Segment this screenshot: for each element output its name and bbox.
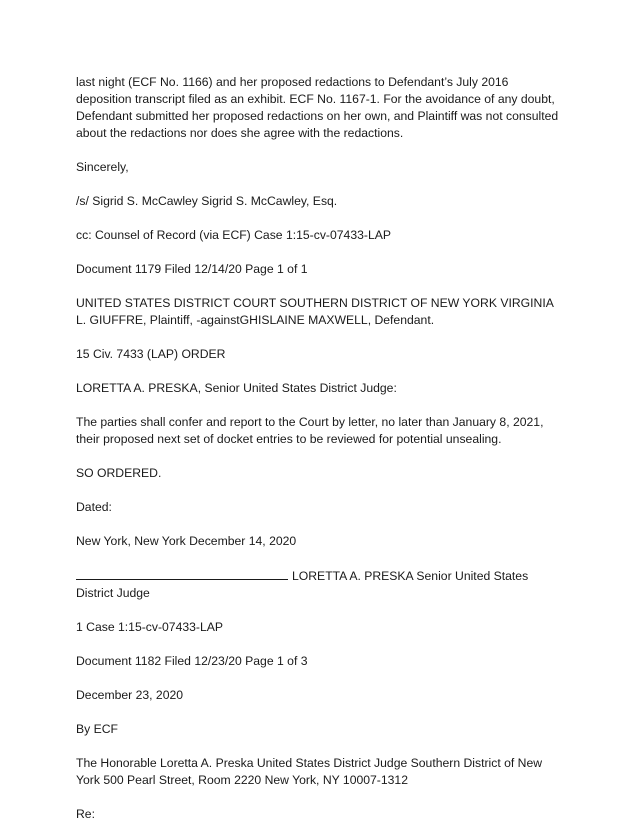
- paragraph-letter-date: December 23, 2020: [76, 688, 184, 702]
- paragraph-dated: Dated:: [76, 500, 112, 514]
- paragraph-case-number: 1 Case 1:15-cv-07433-LAP: [76, 620, 224, 634]
- paragraph-re: Re:: [76, 807, 95, 821]
- paragraph-document-1182: Document 1182 Filed 12/23/20 Page 1 of 3: [76, 654, 308, 668]
- paragraph-civ-order: 15 Civ. 7433 (LAP) ORDER: [76, 347, 226, 361]
- paragraph-order-text: The parties shall confer and report to the Court by letter, no later than January 8, 2021, their proposed next set of docket entries to be reviewed for potential unsealing.: [76, 415, 547, 446]
- paragraph-sincerely: Sincerely,: [76, 160, 129, 174]
- signature-rule: [76, 567, 288, 580]
- paragraph-redactions: last night (ECF No. 1166) and her proposed redactions to Defendant’s July 2016 deposition transcript filed as an exhibit. ECF No. 1167-1. For the avoidance of any doubt, Defendant submitted her proposed redactions on her own, and Plaintiff was not consulted about the redactions nor does she agree with the redactions.: [76, 75, 562, 140]
- judge-signature-block: [76, 567, 566, 602]
- paragraph-caption: UNITED STATES DISTRICT COURT SOUTHERN DISTRICT OF NEW YORK VIRGINIA L. GIUFFRE, Plaintiff, -againstGHISLAINE MAXWELL, Defendant.: [76, 296, 557, 327]
- paragraph-by-ecf: By ECF: [76, 722, 118, 736]
- paragraph-new-york-date: New York, New York December 14, 2020: [76, 534, 297, 548]
- paragraph-document-1179: Document 1179 Filed 12/14/20 Page 1 of 1: [76, 262, 308, 276]
- paragraph-addressee: The Honorable Loretta A. Preska United States District Judge Southern District of New York 500 Pearl Street, Room 2220 New York, NY 10007-1312: [76, 756, 546, 787]
- paragraph-so-ordered: SO ORDERED.: [76, 466, 162, 480]
- paragraph-cc: cc: Counsel of Record (via ECF) Case 1:15-cv-07433-LAP: [76, 228, 391, 242]
- judge-signature-text: LORETTA A. PRESKA Senior United States District Judge: [76, 569, 529, 600]
- paragraph-judge: LORETTA A. PRESKA, Senior United States District Judge:: [76, 381, 397, 395]
- paragraph-signature: /s/ Sigrid S. McCawley Sigrid S. McCawley, Esq.: [76, 194, 338, 208]
